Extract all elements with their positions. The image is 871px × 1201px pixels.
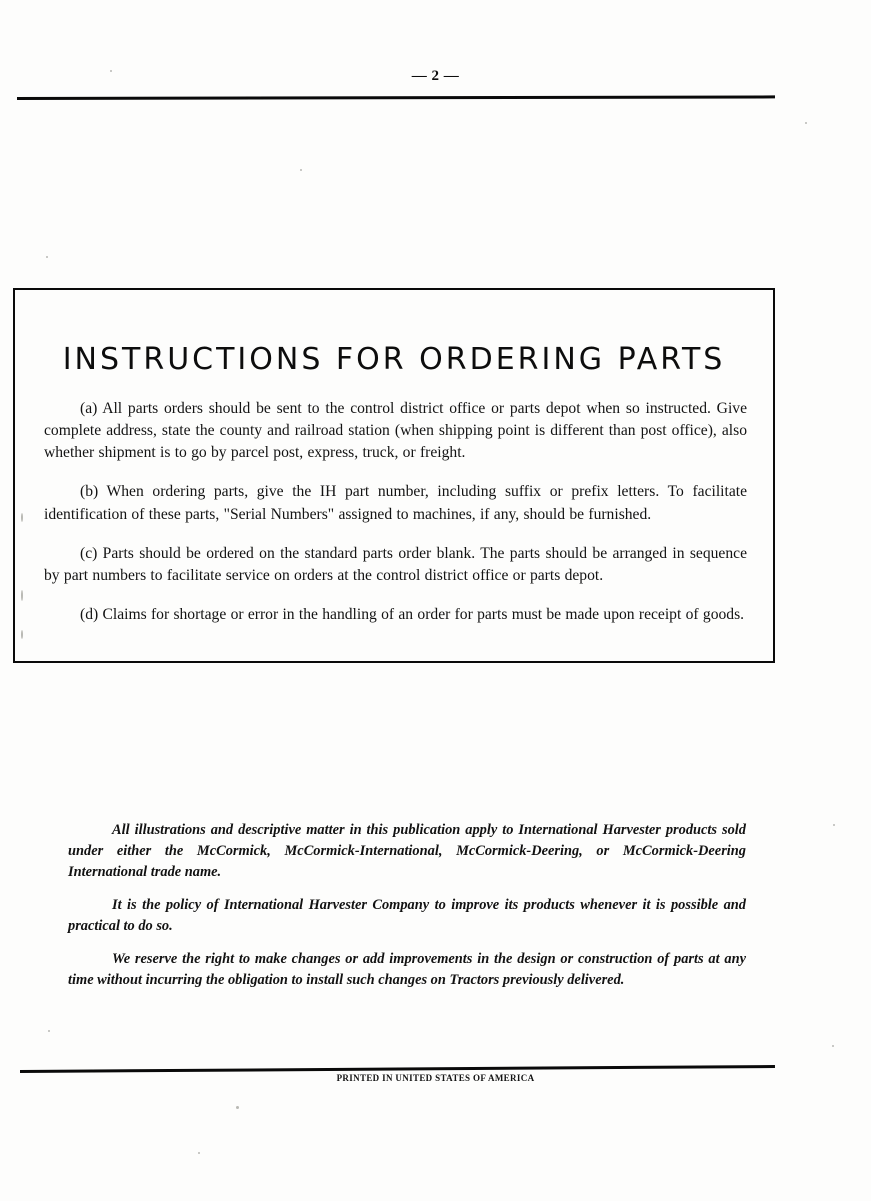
instruction-paragraph-d: (d) Claims for shortage or error in the handling of an order for parts must be made upon receipt of goods.	[80, 605, 745, 623]
page-title: INSTRUCTIONS FOR ORDERING PARTS	[62, 342, 726, 377]
scan-speckle	[832, 1045, 834, 1047]
instructions-body	[44, 398, 747, 626]
notice-block	[68, 820, 746, 991]
scan-speckle	[48, 1030, 50, 1032]
footer-print-notice: PRINTED IN UNITED STATES OF AMERICA	[336, 1073, 535, 1083]
notice-paragraph-trade-names: All illustrations and descriptive matter in this publication apply to International Harvester products sold under either the McCormick, McCormick-International, McCormick-Deering, or McCormick-Deering International trade name.	[68, 822, 746, 881]
footer-rule	[20, 1065, 775, 1073]
scan-speckle	[198, 1152, 200, 1154]
scan-speckle	[236, 1106, 239, 1109]
notice-paragraph-right-to-change: We reserve the right to make changes or add improvements in the design or construction of parts at any time without incurring the obligation to install such changes on Tractors previously delivered.	[68, 951, 746, 989]
instructions-box	[13, 288, 775, 663]
header-rule	[17, 95, 775, 100]
scan-speckle	[805, 122, 807, 124]
instruction-paragraph-b: (b) When ordering parts, give the IH part number, including suffix or prefix letters. To facilitate identification of these parts, "Serial Numbers" assigned to machines, if any, should be furnished.	[44, 483, 747, 523]
instruction-paragraph-a: (a) All parts orders should be sent to the control district office or parts depot when so instructed. Give complete address, state the county and railroad station (when shipping point is different than post office), also whether shipment is to go by parcel post, express, truck, or freight.	[44, 400, 747, 462]
scan-speckle	[46, 256, 48, 258]
scan-speckle	[300, 169, 302, 171]
notice-paragraph-policy: It is the policy of International Harvester Company to improve its products whenever it is possible and practical to do so.	[68, 897, 746, 935]
instruction-paragraph-c: (c) Parts should be ordered on the standard parts order blank. The parts should be arranged in sequence by part numbers to facilitate service on orders at the control district office or parts depot.	[44, 544, 747, 584]
scan-speckle	[833, 824, 835, 826]
page-number: — 2 —	[411, 68, 460, 84]
